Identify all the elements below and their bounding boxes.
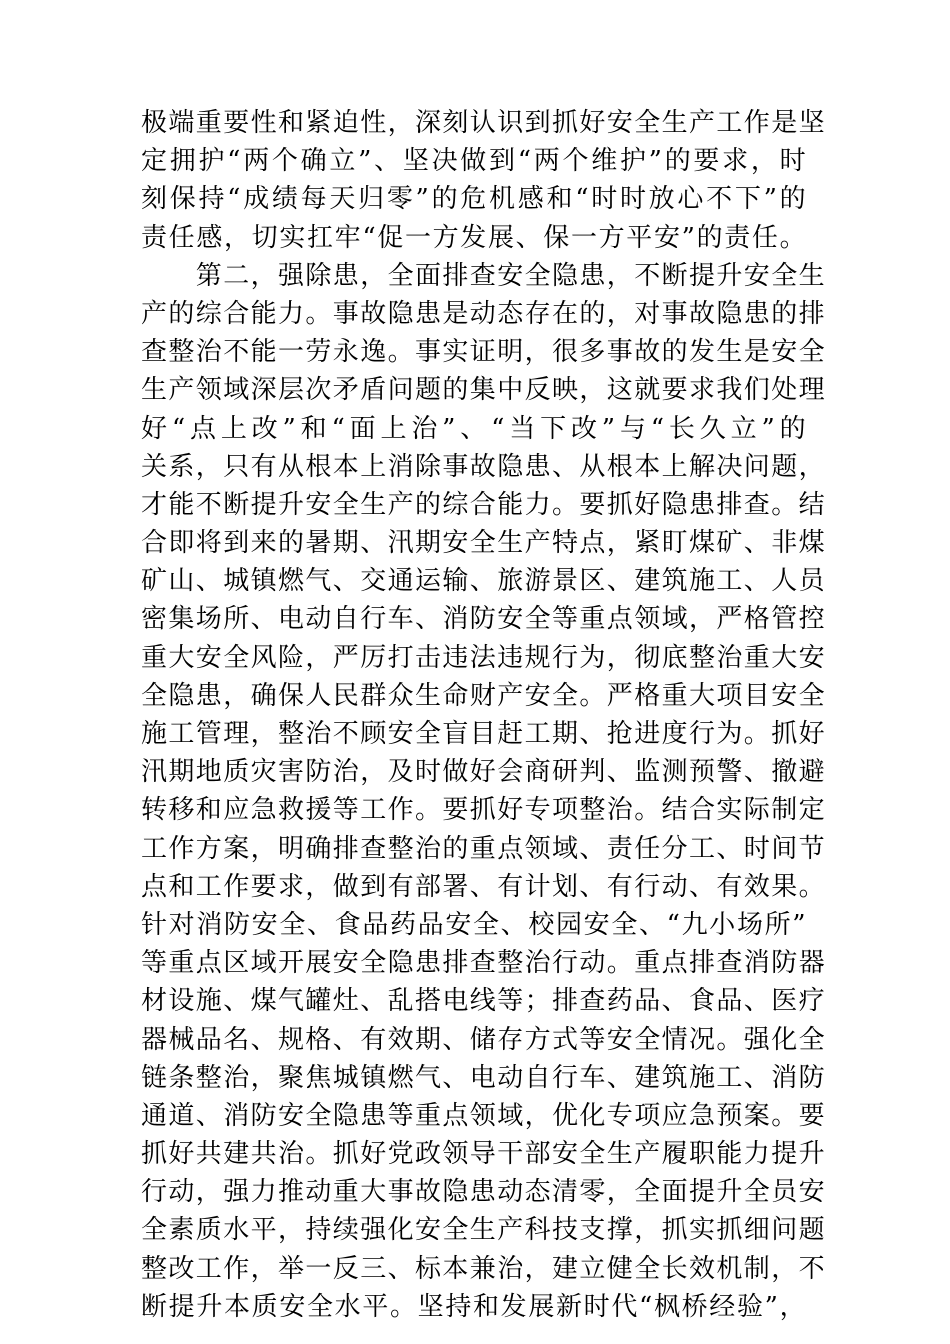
text-line: 链条整治，聚焦城镇燃气、电动自行车、建筑施工、消防 bbox=[141, 1062, 827, 1093]
text-line: 定拥护“两个确立”、坚决做到“两个维护”的要求，时 bbox=[141, 146, 807, 177]
text-line: 针对消防安全、食品药品安全、校园安全、“九小场所” bbox=[141, 909, 807, 940]
text-line: 责任感，切实扛牢“促一方发展、保一方平安”的责任。 bbox=[141, 222, 807, 253]
text-line: 点和工作要求，做到有部署、有计划、有行动、有效果。 bbox=[141, 871, 827, 902]
text-line: 工作方案，明确排查整治的重点领域、责任分工、时间节 bbox=[141, 833, 827, 864]
text-line: 等重点区域开展安全隐患排查整治行动。重点排查消防器 bbox=[141, 948, 827, 979]
text-line: 全隐患，确保人民群众生命财产安全。严格重大项目安全 bbox=[141, 680, 827, 711]
text-line: 生产领域深层次矛盾问题的集中反映，这就要求我们处理 bbox=[141, 375, 827, 406]
text-line: 极端重要性和紧迫性，深刻认识到抓好安全生产工作是坚 bbox=[141, 108, 827, 138]
text-line: 行动，强力推动重大事故隐患动态清零，全面提升全员安 bbox=[141, 1177, 827, 1208]
text-line: 密集场所、电动自行车、消防安全等重点领域，严格管控 bbox=[141, 604, 827, 635]
text-line: 重大安全风险，严厉打击违法违规行为，彻底整治重大安 bbox=[141, 642, 827, 673]
text-line: 通道、消防安全隐患等重点领域，优化专项应急预案。要 bbox=[141, 1100, 827, 1131]
text-line: 矿山、城镇燃气、交通运输、旅游景区、建筑施工、人员 bbox=[141, 566, 827, 597]
text-line: 器械品名、规格、有效期、储存方式等安全情况。强化全 bbox=[141, 1024, 827, 1055]
text-line: 材设施、煤气罐灶、乱搭电线等；排查药品、食品、医疗 bbox=[141, 986, 827, 1017]
text-line: 产的综合能力。事故隐患是动态存在的，对事故隐患的排 bbox=[141, 298, 827, 329]
text-line: 才能不断提升安全生产的综合能力。要抓好隐患排查。结 bbox=[141, 489, 827, 520]
text-line: 整改工作，举一反三、标本兼治，建立健全长效机制，不 bbox=[141, 1253, 827, 1284]
text-line: 合即将到来的暑期、汛期安全生产特点，紧盯煤矿、非煤 bbox=[141, 528, 827, 559]
paragraph-start-line: 第二，强除患，全面排查安全隐患，不断提升安全生 bbox=[141, 260, 827, 291]
text-line: 全素质水平，持续强化安全生产科技支撑，抓实抓细问题 bbox=[141, 1215, 827, 1246]
text-line: 关系，只有从根本上消除事故隐患、从根本上解决问题， bbox=[141, 451, 827, 482]
text-line: 施工管理，整治不顾安全盲目赶工期、抢进度行为。抓好 bbox=[141, 719, 827, 749]
text-line: 汛期地质灾害防治，及时做好会商研判、监测预警、撤避 bbox=[141, 757, 827, 788]
text-line: 好“点上改”和“面上治”、“当下改”与“长久立”的 bbox=[141, 413, 807, 444]
text-line: 查整治不能一劳永逸。事实证明，很多事故的发生是安全 bbox=[141, 337, 827, 368]
body-text bbox=[141, 104, 827, 1326]
text-line: 断提升本质安全水平。坚持和发展新时代“枫桥经验”， bbox=[141, 1291, 807, 1322]
text-line: 刻保持“成绩每天归零”的危机感和“时时放心不下”的 bbox=[141, 184, 807, 215]
text-line: 抓好共建共治。抓好党政领导干部安全生产履职能力提升 bbox=[141, 1139, 827, 1170]
text-line: 转移和应急救援等工作。要抓好专项整治。结合实际制定 bbox=[141, 795, 827, 826]
